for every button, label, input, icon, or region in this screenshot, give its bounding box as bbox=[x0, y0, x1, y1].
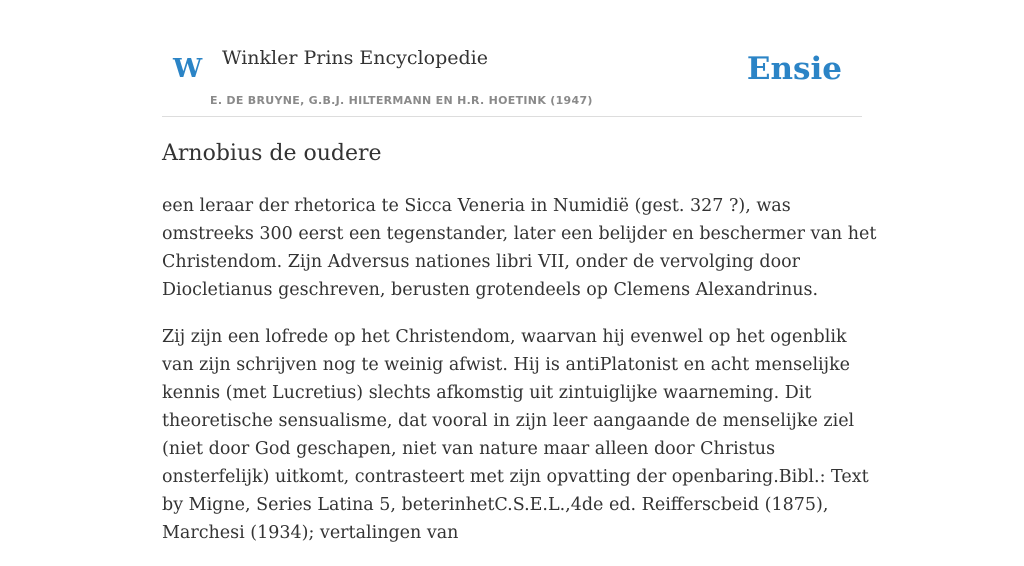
brand-logo[interactable]: Ensie bbox=[746, 51, 842, 87]
article-paragraph: Zij zijn een lofrede op het Christendom, waarvan hij evenwel op het ogenblik van zijn schrijven nog te weinig afwist. Hij is antiPlatonist en acht menselijke kennis (met Lucretius) slechts afkomstig uit zintuiglijke waarneming. Dit theoretische sensualisme, dat vooral in zijn leer aangaande de menselijke ziel (niet door God geschapen, niet van nature maar alleen door Christus onsterfelijk) uitkomt, contrasteert met zijn opvatting der openbaring.Bibl.: Text by Migne, Series Latina 5, beterinhetC.S.E.L.,4de ed. Reifferscbeid (1875), Marchesi (1934); vertalingen van bbox=[162, 327, 869, 543]
page bbox=[162, 0, 877, 543]
article-body bbox=[162, 192, 882, 566]
article-paragraph: een leraar der rhetorica te Sicca Veneria in Numidië (gest. 327 ?), was omstreeks 300 eerst een tegenstander, later een belijder en beschermer van het Christendom. Zijn Adversus nationes libri VII, onder de vervolging door Diocletianus geschreven, berusten grotendeels op Clemens Alexandrinus. bbox=[162, 196, 877, 300]
site-header bbox=[162, 0, 862, 117]
article-title: Arnobius de oudere bbox=[162, 141, 382, 166]
source-authors: E. DE BRUYNE, G.B.J. HILTERMANN EN H.R. HOETINK (1947) bbox=[210, 94, 593, 107]
source-title[interactable]: Winkler Prins Encyclopedie bbox=[222, 47, 488, 69]
site-logo[interactable]: W bbox=[173, 54, 203, 84]
